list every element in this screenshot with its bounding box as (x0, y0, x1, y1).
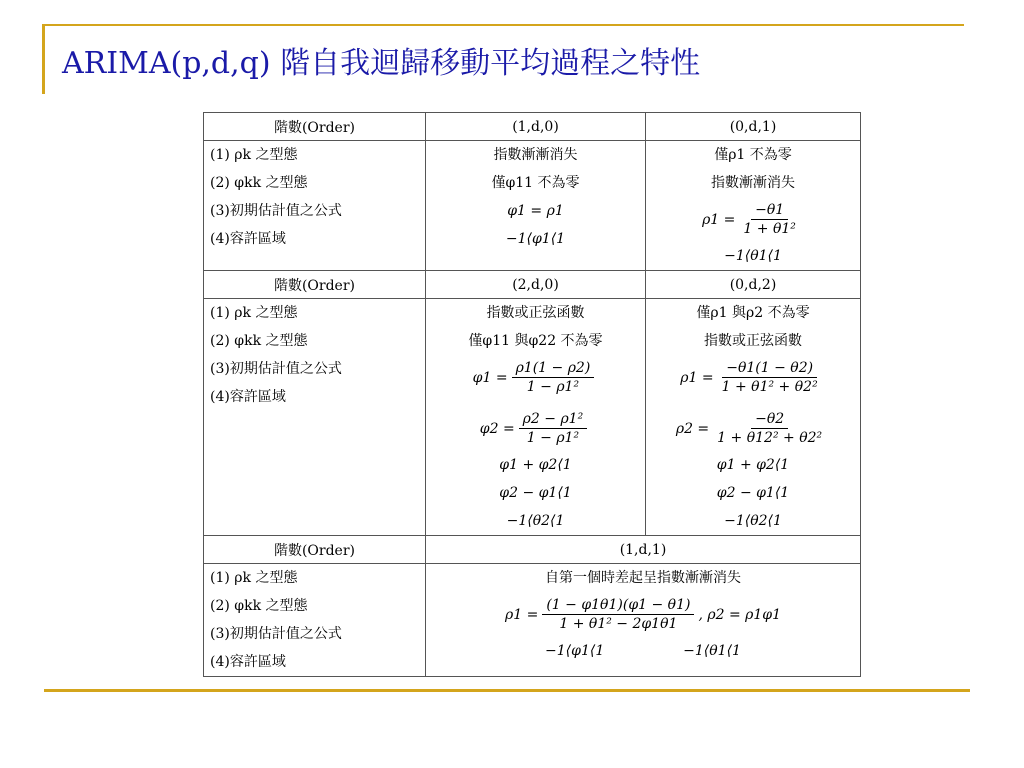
ar2-f1-lhs: φ1 = (472, 369, 508, 386)
row-label-1: (1) ρk 之型態 (210, 305, 298, 321)
ar1-type1: 指數漸漸消失 (493, 147, 578, 163)
order-header-2: 階數(Order) (204, 271, 426, 299)
ma2-f1-numerator: −θ1(1 − θ2) (722, 359, 817, 378)
ma2-f1-denominator: 1 + θ1² + θ2² (721, 379, 818, 395)
block3-body-row (204, 564, 861, 677)
ar2-formula-2 (430, 410, 641, 447)
ar2-f2-numerator: ρ2 − ρ1² (519, 410, 588, 429)
ar2-f1-fraction (512, 359, 595, 396)
order-header-3: 階數(Order) (204, 536, 426, 564)
ar1-type2: 僅φ11 不為零 (491, 175, 580, 191)
ar2-constraint-1: φ1 + φ2⟨1 (499, 457, 572, 473)
row-label-1: (1) ρk 之型態 (210, 147, 298, 163)
bottom-rule (44, 689, 970, 692)
arima-properties-table (203, 112, 861, 677)
row-label-4: (4)容許區域 (210, 231, 286, 247)
arma-cell (426, 564, 861, 677)
ma2-constraint-1: φ1 + φ2⟨1 (716, 457, 790, 473)
row-label-2: (2) φkk 之型態 (210, 333, 308, 349)
arma-description: 自第一個時差起呈指數漸漸消失 (545, 570, 741, 586)
ma1-numerator: −θ1 (751, 201, 788, 220)
ma2-f1-fraction (718, 359, 822, 396)
ma2-formula-2 (650, 410, 856, 447)
row-label-4: (4)容許區域 (210, 654, 286, 670)
arma-f-lhs: ρ1 = (505, 606, 539, 623)
block3-header-row (204, 536, 861, 564)
ma2-f2-fraction (713, 410, 826, 447)
block1-body-row (204, 141, 861, 271)
row-label-2: (2) φkk 之型態 (210, 598, 308, 614)
arma-numerator: (1 − φ1θ1)(φ1 − θ1) (542, 596, 694, 615)
row-label-3: (3)初期估計值之公式 (210, 626, 342, 642)
row-label-2: (2) φkk 之型態 (210, 175, 308, 191)
ma1-type1: 僅ρ1 不為零 (714, 147, 792, 163)
block1-header-row (204, 113, 861, 141)
arma-head: (1,d,1) (426, 536, 861, 564)
ar1-cell (426, 141, 646, 271)
top-rule (42, 24, 964, 26)
ma1-head: (0,d,1) (646, 113, 861, 141)
ar2-f1-numerator: ρ1(1 − ρ2) (512, 359, 595, 378)
ma1-formula (650, 201, 856, 238)
arma-formula (430, 596, 856, 633)
row-label-1: (1) ρk 之型態 (210, 570, 298, 586)
ma2-head: (0,d,2) (646, 271, 861, 299)
ma2-constraint-2: φ2 − φ1⟨1 (716, 485, 790, 501)
left-accent-bar (42, 24, 45, 94)
row-labels-2 (204, 299, 426, 536)
block2-header-row (204, 271, 861, 299)
ar2-f2-denominator: 1 − ρ1² (526, 430, 580, 446)
ma2-f2-lhs: ρ2 = (675, 420, 710, 437)
ma2-type1: 僅ρ1 與ρ2 不為零 (696, 305, 810, 321)
slide-title: ARIMA(p,d,q) 階自我迴歸移動平均過程之特性 (62, 46, 701, 81)
arma-fraction (542, 596, 694, 633)
order-header: 階數(Order) (204, 113, 426, 141)
ma2-type2: 指數或正弦函數 (704, 333, 802, 349)
ar2-formula-1 (430, 359, 641, 396)
ma1-formula-lhs: ρ1 = (702, 211, 736, 228)
ma2-f2-denominator: 1 + θ12² + θ2² (717, 430, 823, 446)
ma1-fraction (739, 201, 800, 238)
ar1-formula: φ1 = ρ1 (507, 203, 564, 219)
ar2-f2-fraction (519, 410, 588, 447)
arma-denominator: 1 + θ1² − 2φ1θ1 (559, 616, 678, 632)
ma2-f1-lhs: ρ1 = (680, 369, 714, 386)
ma2-cell (646, 299, 861, 536)
arma-regions (430, 637, 856, 665)
block2-body-row (204, 299, 861, 536)
ar2-constraint-3: −1⟨θ2⟨1 (506, 513, 565, 529)
ma1-region: −1⟨θ1⟨1 (724, 248, 782, 264)
ar2-head: (2,d,0) (426, 271, 646, 299)
ma2-constraint-3: −1⟨θ2⟨1 (724, 513, 782, 529)
ma2-f2-numerator: −θ2 (751, 410, 788, 429)
ar2-constraint-2: φ2 − φ1⟨1 (499, 485, 572, 501)
ma1-denominator: 1 + θ1² (743, 221, 796, 237)
ar2-cell (426, 299, 646, 536)
arma-region-phi: −1⟨φ1⟨1 (545, 643, 605, 659)
row-label-4: (4)容許區域 (210, 389, 286, 405)
ar2-type2: 僅φ11 與φ22 不為零 (468, 333, 603, 349)
ma1-type2: 指數漸漸消失 (711, 175, 795, 191)
ar1-head: (1,d,0) (426, 113, 646, 141)
arma-region-theta: −1⟨θ1⟨1 (683, 643, 741, 659)
row-label-3: (3)初期估計值之公式 (210, 203, 342, 219)
ma2-formula-1 (650, 359, 856, 396)
arma-f-tail: , ρ2 = ρ1φ1 (698, 606, 781, 623)
row-labels-3 (204, 564, 426, 677)
ar2-f1-denominator: 1 − ρ1² (526, 379, 580, 395)
row-label-3: (3)初期估計值之公式 (210, 361, 342, 377)
row-labels (204, 141, 426, 271)
ar2-type1: 指數或正弦函數 (486, 305, 585, 321)
ar1-region: −1⟨φ1⟨1 (505, 231, 566, 247)
ar2-f2-lhs: φ2 = (479, 420, 515, 437)
ma1-cell (646, 141, 861, 271)
